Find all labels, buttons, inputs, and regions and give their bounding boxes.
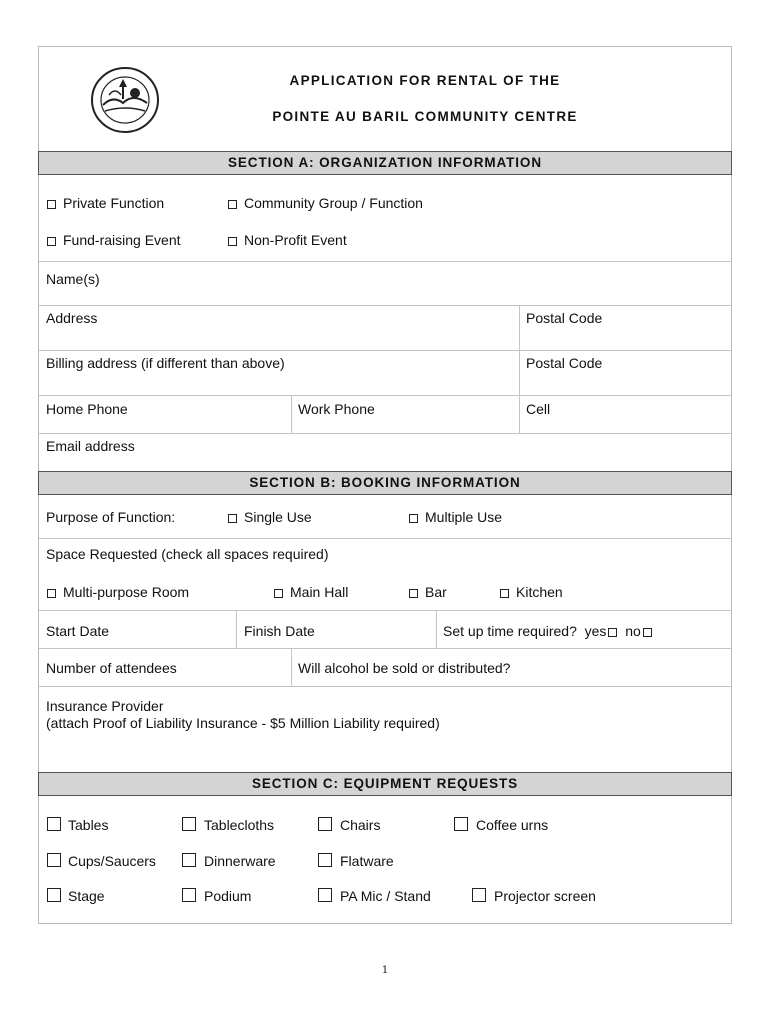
tables-checkbox[interactable] (47, 817, 61, 831)
work-phone-label[interactable]: Work Phone (298, 401, 375, 417)
checkbox-icon[interactable] (409, 514, 418, 523)
checkbox-icon[interactable] (47, 200, 56, 209)
space-main-hall[interactable]: Main Hall (274, 584, 348, 600)
checkbox-icon[interactable] (228, 514, 237, 523)
billing-address-label[interactable]: Billing address (if different than above) (46, 355, 285, 371)
chairs-checkbox[interactable] (318, 817, 332, 831)
option-non-profit[interactable]: Non-Profit Event (228, 232, 347, 248)
option-community-group[interactable]: Community Group / Function (228, 195, 423, 211)
podium-label: Podium (204, 888, 252, 904)
divider (39, 686, 731, 687)
space-requested-label: Space Requested (check all spaces required) (46, 546, 329, 562)
checkbox-icon[interactable] (608, 628, 617, 637)
tables-label: Tables (68, 817, 109, 833)
chairs-label: Chairs (340, 817, 381, 833)
rental-application-form (38, 46, 732, 924)
projector-screen-checkbox[interactable] (472, 888, 486, 902)
divider (39, 433, 731, 434)
divider (236, 610, 237, 648)
dinnerware-label: Dinnerware (204, 853, 276, 869)
cell-phone-label[interactable]: Cell (526, 401, 551, 417)
coffee-urns-label: Coffee urns (476, 817, 549, 833)
stage-label: Stage (68, 888, 105, 904)
page-number: 1 (381, 965, 389, 976)
divider (39, 610, 731, 611)
space-kitchen[interactable]: Kitchen (500, 584, 563, 600)
divider (291, 648, 292, 686)
home-phone-label[interactable]: Home Phone (46, 401, 128, 417)
divider (39, 395, 731, 396)
divider (39, 350, 731, 351)
flatware-label: Flatware (340, 853, 394, 869)
option-fund-raising[interactable]: Fund-raising Event (47, 232, 181, 248)
setup-yes-option[interactable]: yes (585, 623, 618, 639)
attendees-label[interactable]: Number of attendees (46, 660, 177, 676)
setup-time-question: Set up time required? yes no (443, 623, 652, 639)
stage-checkbox[interactable] (47, 888, 61, 902)
dinnerware-checkbox[interactable] (182, 853, 196, 867)
checkbox-icon[interactable] (643, 628, 652, 637)
option-multiple-use[interactable]: Multiple Use (409, 509, 502, 525)
checkbox-icon[interactable] (47, 589, 56, 598)
option-single-use[interactable]: Single Use (228, 509, 312, 525)
divider (39, 648, 731, 649)
tablecloths-checkbox[interactable] (182, 817, 196, 831)
checkbox-icon[interactable] (409, 589, 418, 598)
divider (519, 305, 520, 433)
name-field-label[interactable]: Name(s) (46, 271, 100, 287)
checkbox-icon[interactable] (228, 237, 237, 246)
space-multi-purpose-room[interactable]: Multi-purpose Room (47, 584, 189, 600)
setup-no-option[interactable]: no (625, 623, 652, 639)
finish-date-label[interactable]: Finish Date (244, 623, 315, 639)
form-title-line2: POINTE AU BARIL COMMUNITY CENTRE (272, 109, 578, 124)
tablecloths-label: Tablecloths (204, 817, 275, 833)
divider (291, 395, 292, 433)
space-bar[interactable]: Bar (409, 584, 447, 600)
podium-checkbox[interactable] (182, 888, 196, 902)
divider (39, 261, 731, 262)
pa-mic-stand-checkbox[interactable] (318, 888, 332, 902)
divider (39, 538, 731, 539)
form-title-line1: APPLICATION FOR RENTAL OF THE (289, 73, 561, 88)
checkbox-icon[interactable] (228, 200, 237, 209)
divider (39, 305, 731, 306)
insurance-note: (attach Proof of Liability Insurance - $5 Million Liability required) (46, 715, 440, 731)
checkbox-icon[interactable] (500, 589, 509, 598)
section-a-heading: SECTION A: ORGANIZATION INFORMATION (38, 151, 732, 175)
coffee-urns-checkbox[interactable] (454, 817, 468, 831)
divider (436, 610, 437, 648)
section-b-heading: SECTION B: BOOKING INFORMATION (38, 471, 732, 495)
address-field-label[interactable]: Address (46, 310, 98, 326)
checkbox-icon[interactable] (274, 589, 283, 598)
cups-saucers-label: Cups/Saucers (68, 853, 156, 869)
email-address-label[interactable]: Email address (46, 438, 135, 454)
section-c-heading: SECTION C: EQUIPMENT REQUESTS (38, 772, 732, 796)
pa-mic-stand-label: PA Mic / Stand (340, 888, 431, 904)
checkbox-icon[interactable] (47, 237, 56, 246)
option-private-function[interactable]: Private Function (47, 195, 164, 211)
projector-screen-label: Projector screen (494, 888, 596, 904)
billing-postal-code-label[interactable]: Postal Code (526, 355, 603, 371)
insurance-provider-label[interactable]: Insurance Provider (46, 698, 164, 714)
postal-code-label[interactable]: Postal Code (526, 310, 603, 326)
cups-saucers-checkbox[interactable] (47, 853, 61, 867)
start-date-label[interactable]: Start Date (46, 623, 110, 639)
alcohol-question-label[interactable]: Will alcohol be sold or distributed? (298, 660, 511, 676)
flatware-checkbox[interactable] (318, 853, 332, 867)
purpose-of-function-label: Purpose of Function: (46, 509, 176, 525)
